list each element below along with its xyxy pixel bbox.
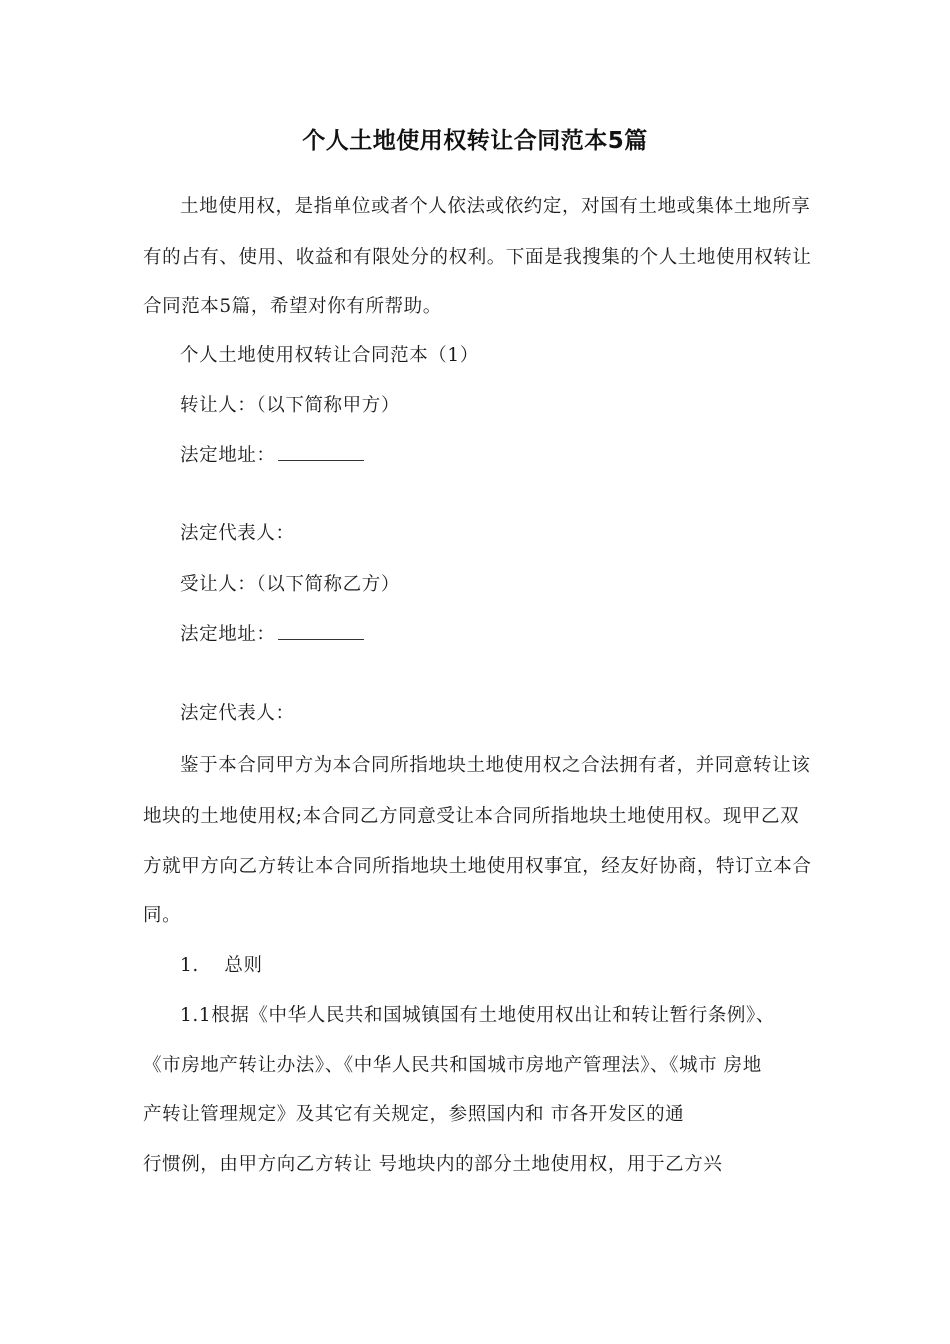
paragraph-line: 土地使用权，是指单位或者个人依法或依约定，对国有土地或集体土地所享 [180, 196, 811, 217]
section-heading: 个人土地使用权转让合同范本（1） [180, 345, 479, 366]
blank-underline [278, 621, 364, 640]
paragraph-line: 行惯例，由甲方向乙方转让 号地块内的部分土地使用权，用于乙方兴 [143, 1154, 723, 1175]
paragraph-line: 同。 [143, 905, 182, 926]
paragraph-line: 受让人：（以下简称乙方） [180, 574, 400, 595]
field-label: 法定地址： [180, 445, 276, 466]
field-label: 法定地址： [180, 624, 276, 645]
paragraph-line: 地块的土地使用权;本合同乙方同意受让本合同所指地块土地使用权。现甲乙双 [143, 806, 800, 827]
paragraph-line: 产转让管理规定》及其它有关规定，参照国内和 市各开发区的通 [143, 1104, 685, 1125]
form-field-line [180, 621, 364, 649]
paragraph-line: 1.1根据《中华人民共和国城镇国有土地使用权出让和转让暂行条例》、 [180, 1005, 775, 1026]
paragraph-line: 《市房地产转让办法》、《中华人民共和国城市房地产管理法》、《城市 房地 [143, 1055, 762, 1076]
paragraph-line: 转让人：（以下简称甲方） [180, 395, 400, 416]
form-field-line [180, 442, 364, 470]
paragraph-line: 鉴于本合同甲方为本合同所指地块土地使用权之合法拥有者，并同意转让该 [180, 755, 811, 776]
document-title: 个人土地使用权转让合同范本5篇 [302, 128, 648, 154]
paragraph-line: 法定代表人： [180, 703, 295, 724]
paragraph-line: 合同范本5篇，希望对你有所帮助。 [143, 296, 442, 317]
blank-underline [278, 442, 364, 461]
paragraph-line: 法定代表人： [180, 523, 295, 544]
paragraph-line: 有的占有、使用、收益和有限处分的权利。下面是我搜集的个人土地使用权转让 [143, 247, 812, 268]
section-heading: 1. 总则 [180, 955, 263, 976]
paragraph-line: 方就甲方向乙方转让本合同所指地块土地使用权事宜，经友好协商，特订立本合 [143, 856, 812, 877]
